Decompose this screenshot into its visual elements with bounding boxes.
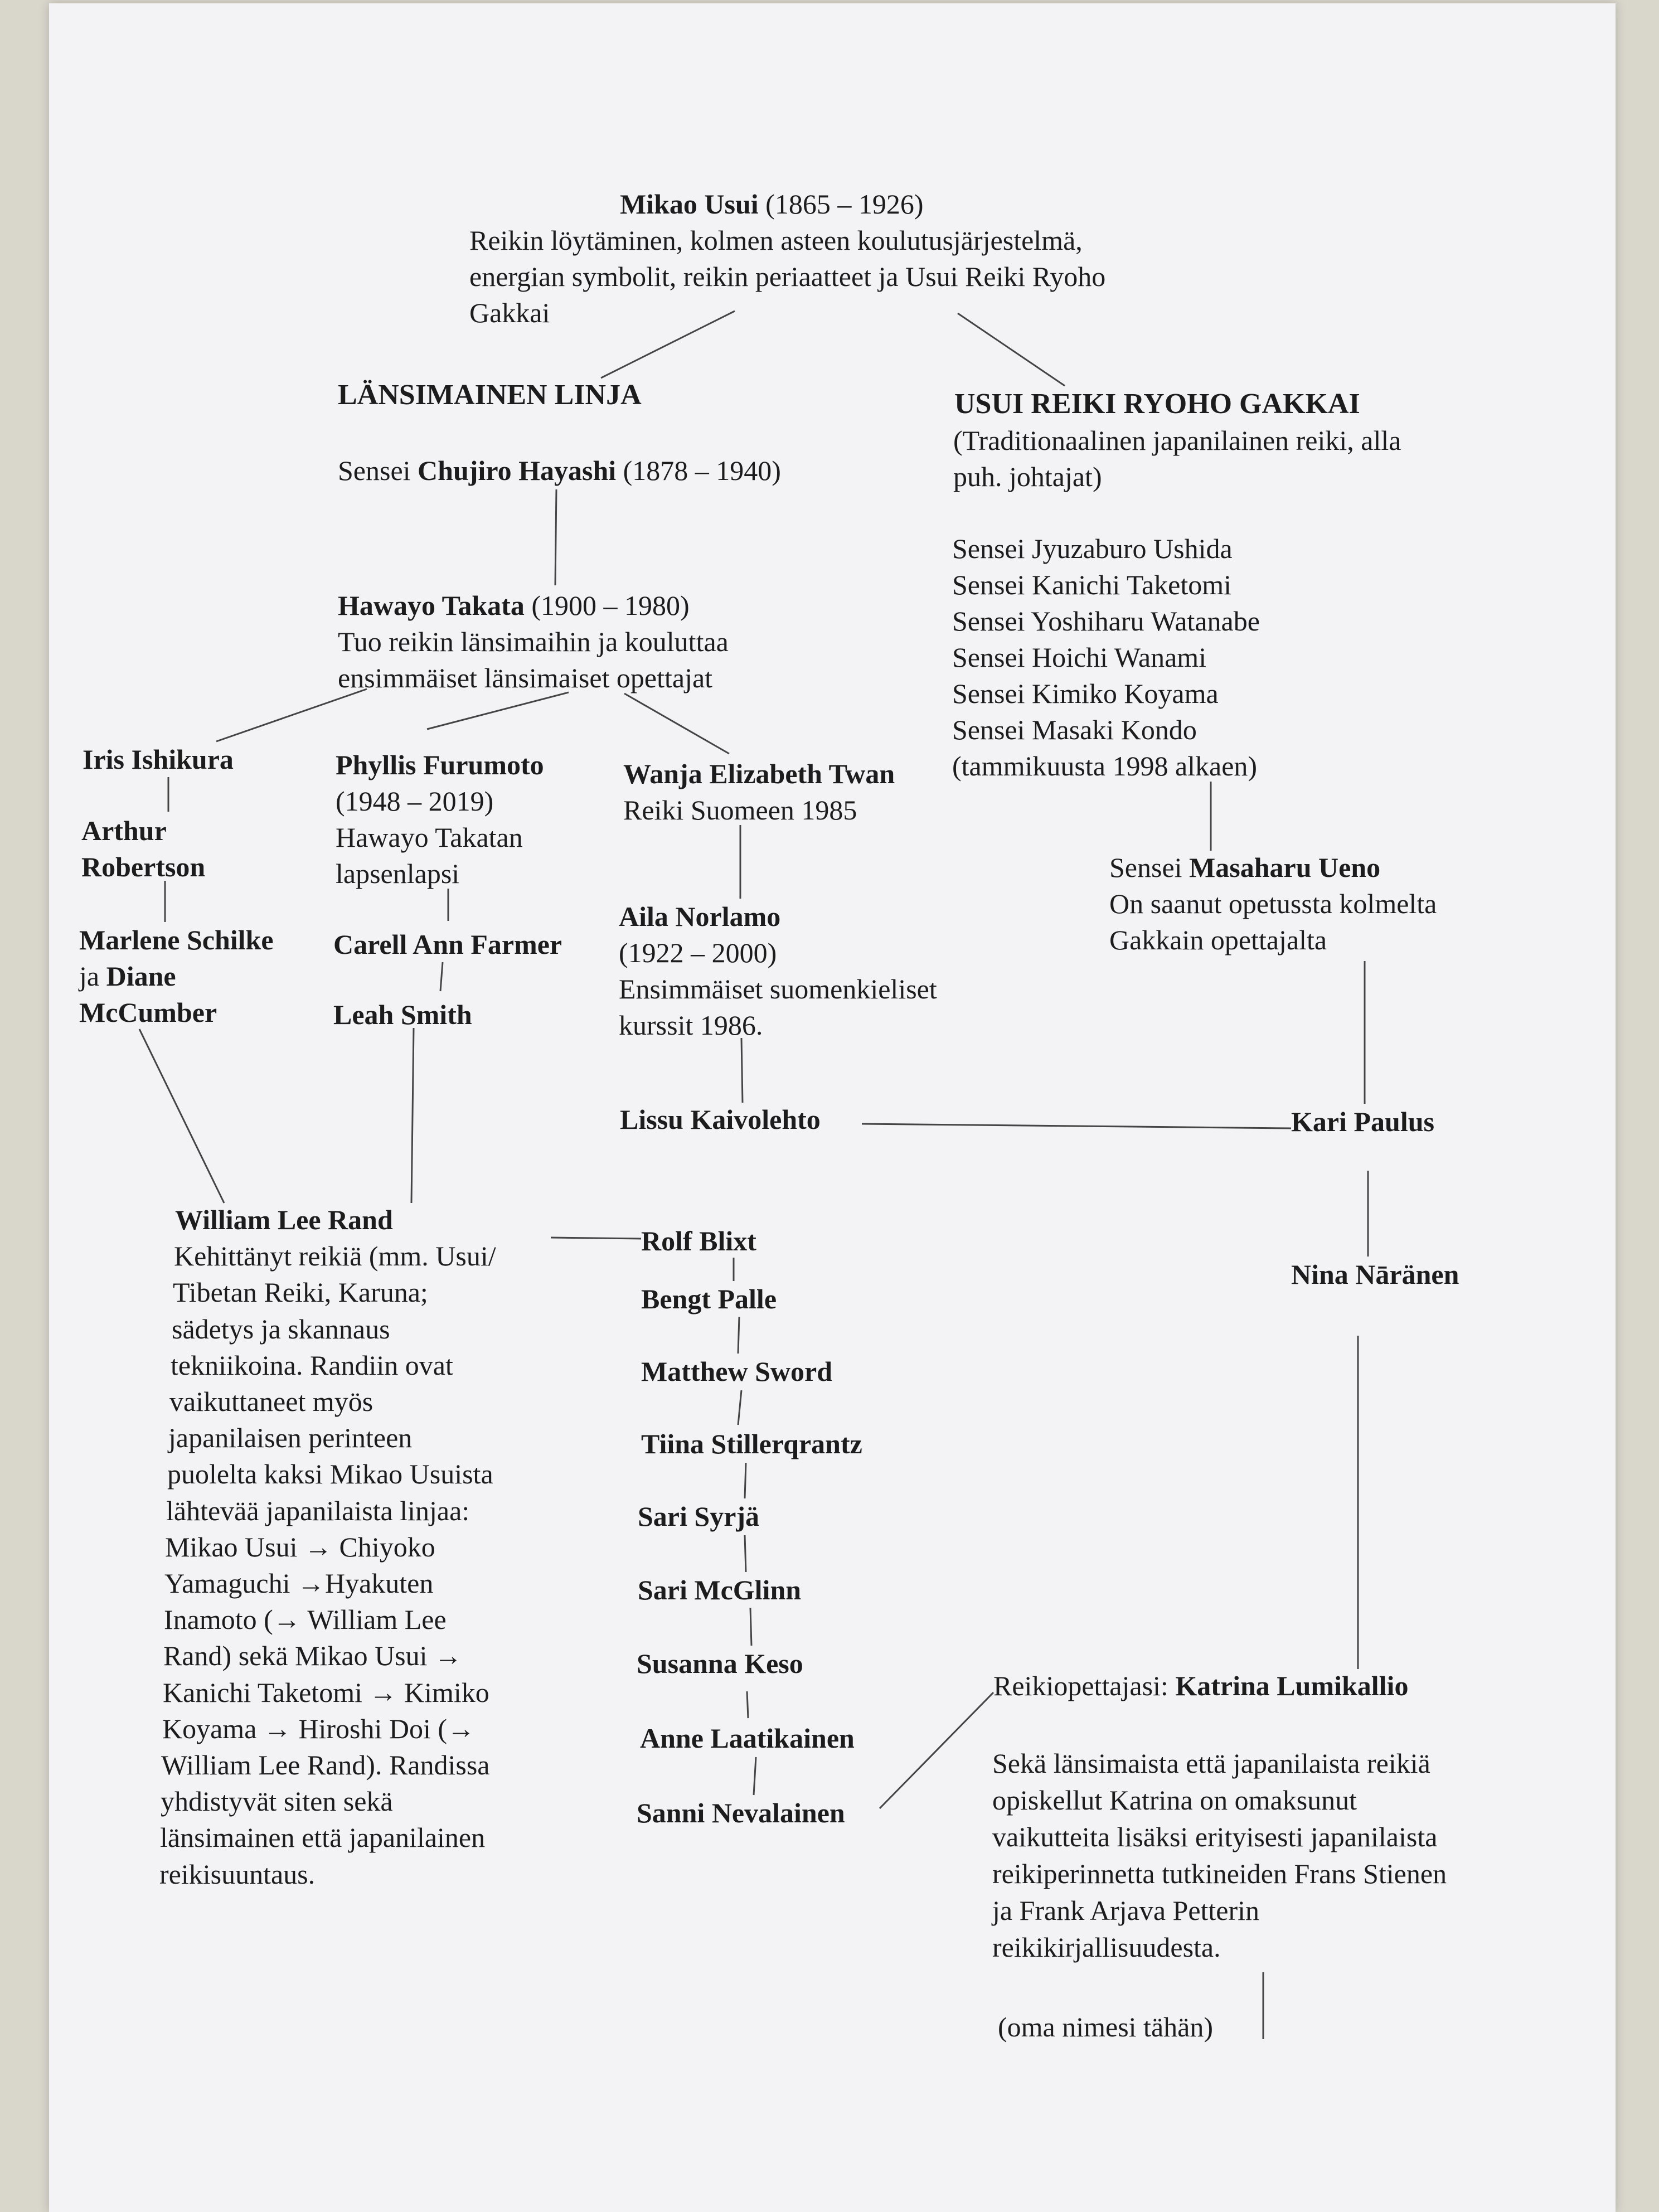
usui-name: Mikao Usui [620,188,759,220]
takata-years: (1900 – 1980) [531,590,690,621]
connector-bengt-matthew [738,1317,739,1354]
teacher-prefix: Reikiopettajasi: [993,1670,1168,1701]
node-katrina-lumikallio [993,1668,1408,1704]
ueno-prefix: Sensei [1109,852,1182,883]
node-iris-ishikura: Iris Ishikura [83,744,234,775]
chain-anne-laatikainen: Anne Laatikainen [640,1723,855,1754]
connector-marlene-rand [139,1029,224,1203]
chain-sanni-nevalainen: Sanni Nevalainen [637,1797,845,1828]
western-heading: LÄNSIMAINEN LINJA [338,379,642,411]
chain-tiina-stillerqrantz: Tiina Stillerqrantz [641,1428,862,1459]
ueno-desc-line: Gakkain opettajalta [1109,924,1327,955]
node-william-lee-rand [159,1202,496,1893]
connector-hayashi-takata [555,489,556,585]
ueno-name: Masaharu Ueno [1189,852,1381,883]
rand-desc-line: Mikao Usui → Chiyoko [165,1531,435,1563]
gakkai-leader: Sensei Hoichi Wanami [952,642,1207,673]
connector-tiina-sari1 [745,1463,746,1498]
gakkai-leader: Sensei Masaki Kondo [952,714,1197,745]
rand-desc-line: Tibetan Reiki, Karuna; [173,1277,428,1308]
connector-leah-rand [411,1028,414,1203]
takata-desc-line: ensimmäiset länsimaiset opettajat [338,662,713,693]
takata-desc-line: Tuo reikin länsimaihin ja kouluttaa [338,626,729,657]
chain-susanna-keso: Susanna Keso [637,1648,803,1679]
usui-desc-line: Reikin löytäminen, kolmen asteen koulutusjärjestelmä, [469,225,1083,256]
connector-susanna-anne [747,1691,748,1718]
own-name-placeholder: (oma nimesi tähän) [998,2011,1213,2043]
gakkai-leader: Sensei Jyuzaburo Ushida [952,533,1233,564]
teacher-description: Sekä länsimaista että japanilaista reikiä opiskellut Katrina on omaksunut vaikutteita lisäksi erityisesti japanilaista reikiperinnetta tutkineiden Frans Stienen ja Frank Arjava Petterin reikikirjallisuudesta. [992,1748,1447,1963]
teacher-name: Katrina Lumikallio [1175,1670,1409,1701]
ueno-desc-line: On saanut opetussta kolmelta [1109,888,1437,919]
connector-takata-wanja [624,693,729,754]
node-leah-smith: Leah Smith [333,999,472,1030]
usui-desc-line: Gakkai [469,297,550,328]
connector-lissu-kari [862,1124,1291,1128]
rand-desc-line: tekniikoina. Randiin ovat [171,1349,453,1381]
hayashi-prefix: Sensei [338,455,411,486]
gakkai-leader: Sensei Yoshiharu Watanabe [952,605,1260,637]
gakkai-heading: USUI REIKI RYOHO GAKKAI [954,388,1360,420]
usui-desc-line: energian symbolit, reikin periaatteet ja Usui Reiki Ryoho [469,261,1106,292]
hayashi-years: (1878 – 1940) [623,455,781,486]
node-chujiro-hayashi [338,453,781,489]
rand-desc-line: reikisuuntaus. [159,1858,316,1890]
rand-desc-line: Koyama → Hiroshi Doi (→ [162,1713,476,1744]
node-lissu-kaivolehto: Lissu Kaivolehto [620,1104,821,1135]
node-carell-ann-farmer: Carell Ann Farmer [333,929,562,960]
connector-takata-phyllis [427,692,569,729]
rand-desc-line: länsimainen että japanilainen [160,1822,486,1854]
rand-desc-line: vaikuttaneet myös [169,1386,373,1418]
rand-desc-line: yhdistyvät siten sekä [161,1786,393,1817]
rand-desc-line: William Lee Rand). Randissa [161,1749,490,1781]
rand-desc-line: lähtevää japanilaista linjaa: [166,1495,470,1526]
chain-bengt-palle: Bengt Palle [641,1283,777,1314]
node-aila-norlamo: Aila Norlamo (1922 – 2000) Ensimmäiset suomenkieliset kurssit 1986. [619,901,937,1041]
rand-desc-line: sädetys ja skannaus [172,1313,390,1345]
usui-years: (1865 – 1926) [765,188,924,220]
rand-desc-line: Yamaguchi →Hyakuten [164,1568,434,1599]
connector-carell-leah [440,962,443,991]
chain-sari-mcglinn: Sari McGlinn [638,1574,802,1605]
connector-sari1-sari2 [745,1535,746,1572]
connector-takata-iris [216,689,367,741]
connector-matthew-tiina [738,1390,741,1425]
connector-sanni-katrina [880,1692,993,1808]
rand-name: William Lee Rand [175,1204,393,1235]
takata-name: Hawayo Takata [338,590,525,621]
rand-desc-line: Rand) sekä Mikao Usui → [163,1640,463,1672]
gakkai-leaders-list [952,531,1260,784]
gakkai-subtitle: (Traditionaalinen japanilainen reiki, alla puh. johtajat) [953,425,1401,492]
gakkai-leader: Sensei Kimiko Koyama [952,678,1219,709]
rand-desc-line: Inamoto (→ William Lee [164,1604,447,1636]
node-nina-naranen: Nina Nāränen [1291,1259,1459,1290]
node-kari-paulus: Kari Paulus [1291,1106,1434,1137]
chain-matthew-sword: Matthew Sword [641,1356,833,1387]
node-wanja-elizabeth-twan: Wanja Elizabeth Twan Reiki Suomeen 1985 [623,758,895,826]
node-marlene-diane: Marlene Schilke ja Diane McCumber [79,924,274,1028]
node-arthur-robertson: Arthur Robertson [81,815,206,882]
chain-sari-syrja: Sari Syrjä [638,1501,760,1532]
node-mikao-usui [469,186,1105,331]
gakkai-leader: Sensei Kanichi Taketomi [952,569,1232,600]
rand-desc-line: puolelta kaksi Mikao Usuista [167,1458,493,1490]
rand-desc-line: japanilaisen perinteen [168,1422,413,1454]
gakkai-leader: (tammikuusta 1998 alkaen) [952,750,1258,782]
node-phyllis-furumoto: Phyllis Furumoto (1948 – 2019) Hawayo Takatan lapsenlapsi [336,749,544,889]
chain-rolf-blixt: Rolf Blixt [641,1225,756,1257]
rand-desc-line: Kehittänyt reikiä (mm. Usui/ [174,1240,496,1272]
connector-rand-rolf [551,1238,641,1239]
connector-anne-sanni [754,1757,756,1795]
node-masaharu-ueno [1109,850,1437,958]
hayashi-name: Chujiro Hayashi [418,455,617,486]
connector-sari2-susanna [750,1608,751,1646]
connector-aila-lissu [741,1038,743,1103]
node-hawayo-takata [338,588,729,696]
rand-desc-line: Kanichi Taketomi → Kimiko [163,1676,489,1708]
